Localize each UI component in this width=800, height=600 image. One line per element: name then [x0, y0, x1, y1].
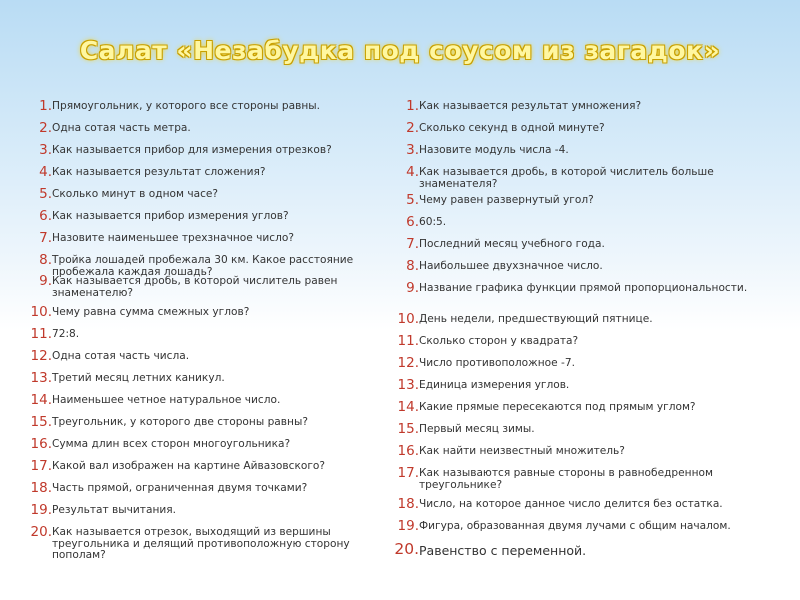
item-number: 8. [39, 252, 52, 268]
item-number: 6. [39, 208, 52, 224]
list-item [392, 260, 782, 282]
item-text: День недели, предшествующий пятнице. [419, 313, 653, 325]
item-number: 18. [30, 480, 52, 496]
item-number: 15. [397, 421, 419, 437]
item-text: Как называется прибор для измерения отрезков? [52, 144, 332, 156]
item-text: Равенство с переменной. [419, 543, 587, 558]
list-item [26, 306, 384, 328]
item-number: 19. [30, 502, 52, 518]
item-text: Как называется дробь, в которой числитель равен знаменателю? [52, 275, 338, 299]
item-text: Как называется результат умножения? [419, 100, 642, 112]
item-text: Сколько минут в одном часе? [52, 188, 219, 200]
item-text: Наибольшее двухзначное число. [419, 260, 603, 272]
list-item [26, 416, 384, 438]
item-text: 60:5. [419, 216, 447, 228]
item-text: 72:8. [52, 328, 80, 340]
list-item [392, 423, 782, 445]
item-number: 1. [39, 98, 52, 114]
item-number: 3. [39, 142, 52, 158]
item-number: 12. [30, 348, 52, 364]
item-text: Треугольник, у которого две стороны равны? [52, 416, 308, 428]
item-number: 19. [397, 518, 419, 534]
list-item [392, 542, 782, 566]
list-item [26, 482, 384, 504]
list-item [26, 394, 384, 416]
item-number: 11. [397, 333, 419, 349]
item-number: 4. [406, 164, 419, 180]
item-number: 15. [30, 414, 52, 430]
list-item [26, 526, 384, 564]
item-text: Сколько сторон у квадрата? [419, 335, 579, 347]
list-item [26, 144, 384, 166]
item-number: 5. [406, 192, 419, 208]
item-text: Сколько секунд в одной минуте? [419, 122, 605, 134]
list-item [26, 122, 384, 144]
item-text: Какой вал изображен на картине Айвазовского? [52, 460, 325, 472]
item-number: 14. [397, 399, 419, 415]
list-item [26, 275, 384, 306]
item-number: 20. [30, 524, 52, 540]
list-item [392, 194, 782, 216]
item-number: 3. [406, 142, 419, 158]
item-number: 11. [30, 326, 52, 342]
list-item [26, 100, 384, 122]
item-text: Последний месяц учебного года. [419, 238, 605, 250]
list-item [392, 357, 782, 379]
list-item [392, 238, 782, 260]
item-number: 2. [39, 120, 52, 136]
item-number: 6. [406, 214, 419, 230]
item-number: 9. [406, 280, 419, 296]
item-number: 16. [30, 436, 52, 452]
list-item [26, 188, 384, 210]
item-text: Как называется прибор измерения углов? [52, 210, 289, 222]
item-number: 17. [30, 458, 52, 474]
item-text: Третий месяц летних каникул. [52, 372, 225, 384]
item-text: Как найти неизвестный множитель? [419, 445, 625, 457]
list-item [392, 313, 782, 335]
item-number: 2. [406, 120, 419, 136]
item-number: 10. [397, 311, 419, 327]
list-item [26, 166, 384, 188]
item-text: Тройка лошадей пробежала 30 км. Какое расстояние пробежала каждая лошадь? [52, 254, 354, 278]
item-text: Какие прямые пересекаются под прямым углом? [419, 401, 696, 413]
item-text: Назовите модуль числа -4. [419, 144, 569, 156]
list-item [392, 100, 782, 122]
item-number: 1. [406, 98, 419, 114]
list-item [392, 282, 782, 313]
item-number: 20. [394, 540, 419, 558]
item-text: Одна сотая часть числа. [52, 350, 190, 362]
item-text: Название графика функции прямой пропорциональности. [419, 282, 748, 294]
list-item [392, 467, 782, 498]
item-number: 7. [39, 230, 52, 246]
item-number: 9. [39, 273, 52, 289]
item-text: Первый месяц зимы. [419, 423, 535, 435]
list-item [392, 122, 782, 144]
item-number: 14. [30, 392, 52, 408]
list-item [26, 438, 384, 460]
item-text: Число, на которое данное число делится без остатка. [419, 498, 723, 510]
item-number: 17. [397, 465, 419, 481]
item-number: 10. [30, 304, 52, 320]
item-number: 4. [39, 164, 52, 180]
list-item [392, 520, 782, 542]
list-item [392, 445, 782, 467]
right-question-list [392, 100, 782, 566]
item-text: Как называется результат сложения? [52, 166, 266, 178]
item-number: 5. [39, 186, 52, 202]
item-number: 8. [406, 258, 419, 274]
item-text: Наименьшее четное натуральное число. [52, 394, 281, 406]
list-item [26, 372, 384, 394]
page-title: Салат «Незабудка под соусом из загадок» [79, 36, 721, 65]
list-item [26, 350, 384, 372]
list-item [26, 232, 384, 254]
list-item [392, 216, 782, 238]
item-text: Как называется дробь, в которой числитель больше знаменателя? [419, 166, 714, 190]
item-text: Число противоположное -7. [419, 357, 575, 369]
item-text: Часть прямой, ограниченная двумя точками? [52, 482, 308, 494]
item-text: Единица измерения углов. [419, 379, 570, 391]
item-number: 7. [406, 236, 419, 252]
item-text: Сумма длин всех сторон многоугольника? [52, 438, 291, 450]
item-number: 16. [397, 443, 419, 459]
list-item [26, 460, 384, 482]
list-item [26, 504, 384, 526]
item-number: 12. [397, 355, 419, 371]
list-item [392, 335, 782, 357]
left-question-list [26, 100, 384, 564]
item-number: 13. [30, 370, 52, 386]
list-item [26, 210, 384, 232]
item-text: Прямоугольник, у которого все стороны равны. [52, 100, 321, 112]
item-number: 18. [397, 496, 419, 512]
item-text: Чему равен развернутый угол? [419, 194, 594, 206]
item-number: 13. [397, 377, 419, 393]
list-item [26, 328, 384, 350]
list-item [392, 498, 782, 520]
item-text: Чему равна сумма смежных углов? [52, 306, 250, 318]
list-item [392, 144, 782, 166]
item-text: Как называются равные стороны в равнобедренном треугольнике? [419, 467, 713, 491]
item-text: Назовите наименьшее трехзначное число? [52, 232, 294, 244]
item-text: Результат вычитания. [52, 504, 176, 516]
list-item [392, 166, 782, 194]
item-text: Одна сотая часть метра. [52, 122, 191, 134]
item-text: Фигура, образованная двумя лучами с общим началом. [419, 520, 731, 532]
list-item [26, 252, 384, 278]
list-item [392, 401, 782, 423]
item-text: Как называется отрезок, выходящий из вершины треугольника и делящий противоположную сторону пополам? [52, 526, 350, 561]
list-item [392, 379, 782, 401]
